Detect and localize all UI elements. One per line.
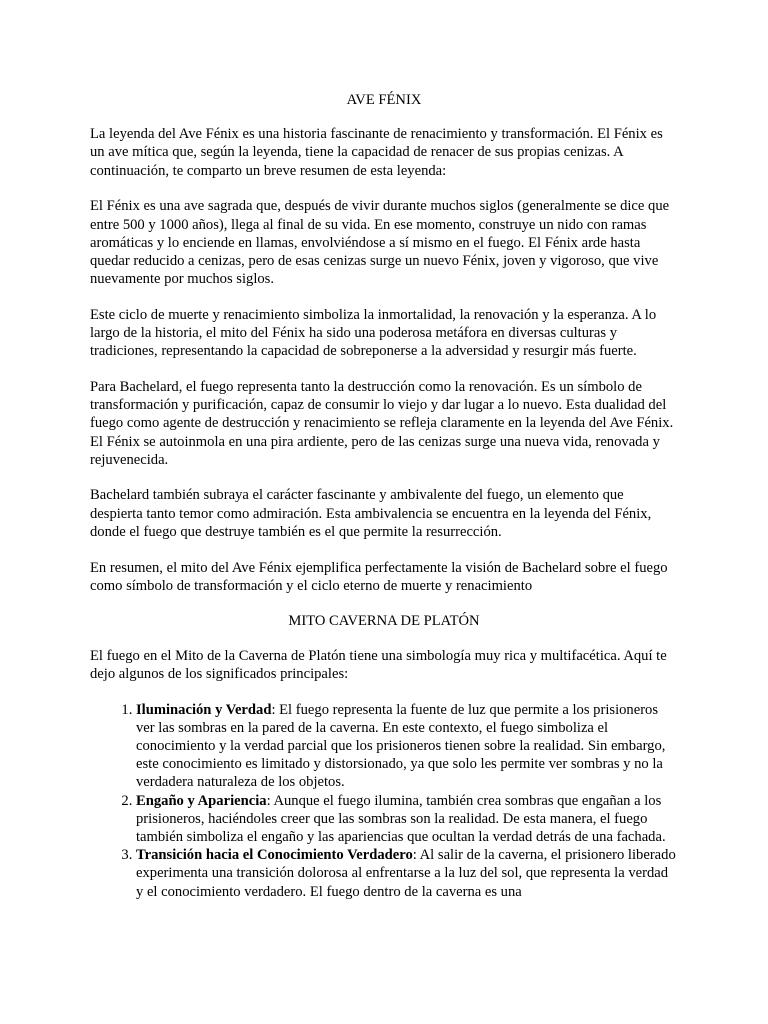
section-title-caverna-platon: MITO CAVERNA DE PLATÓN [288, 613, 480, 630]
paragraph: La leyenda del Ave Fénix es una historia fascinante de renacimiento y transformación. El Fénix es un ave mítica que, según la leyenda, tiene la capacidad de renacer de sus propias cenizas. A continuación, te comparto un breve resumen de esta leyenda: [90, 126, 663, 179]
list-item-text: : Aunque el fuego ilumina, también crea sombras que engañan a los prisioneros, haciéndoles creer que las sombras son la realidad. De esta manera, el fuego también simboliza el engaño y las apariencias que ocultan la verdad detrás de una fachada. [136, 792, 666, 845]
paragraph: En resumen, el mito del Ave Fénix ejemplifica perfectamente la visión de Bachelard sobre el fuego como símbolo de transformación y el ciclo eterno de muerte y renacimiento [90, 559, 668, 594]
paragraph: El Fénix es una ave sagrada que, después de vivir durante muchos siglos (generalmente se dice que entre 500 y 1000 años), llega al final de su vida. En ese momento, construye un nido con ramas aromáticas y lo enciende en llamas, envolviéndose a sí mismo en el fuego. El Fénix arde hasta quedar reducido a cenizas, pero de esas cenizas surge un nuevo Fénix, joven y vigoroso, que vive nuevamente por muchos siglos. [90, 198, 670, 288]
paragraph: Este ciclo de muerte y renacimiento simboliza la inmortalidad, la renovación y la esperanza. A lo largo de la historia, el mito del Fénix ha sido una poderosa metáfora en diversas culturas y tradiciones, representando la capacidad de sobreponerse a la adversidad y resurgir más fuerte. [90, 306, 657, 360]
list-item-text: : Al salir de la caverna, el prisionero liberado experimenta una transición dolorosa al enfrentarse a la luz del sol, que representa la verdad y el conocimiento verdadero. El fuego dentro de la caverna es una [136, 847, 676, 900]
paragraph: Bachelard también subraya el carácter fascinante y ambivalente del fuego, un elemento que despierta tanto temor como admiración. Esta ambivalencia se encuentra en la leyenda del Fénix, donde el fuego que destruye también es el que permite la resurrección. [90, 487, 652, 540]
list-item [136, 701, 678, 792]
list-item [136, 792, 678, 847]
list-item-term: Iluminación y Verdad [136, 701, 272, 718]
paragraph: Para Bachelard, el fuego representa tanto la destrucción como la renovación. Es un símbolo de transformación y purificación, capaz de consumir lo viejo y dar lugar a lo nuevo. Esta dualidad del fuego como agente de destrucción y renacimiento se refleja claramente en la leyenda del Ave Fénix. El Fénix se autoinmola en una pira ardiente, pero de las cenizas surge una nueva vida, renovada y rejuvenecida. [90, 378, 674, 468]
numbered-list [90, 701, 678, 901]
paragraph-intro: El fuego en el Mito de la Caverna de Platón tiene una simbología muy rica y multifacética. Aquí te dejo algunos de los significados principales: [90, 647, 667, 682]
list-item-term: Engaño y Apariencia [136, 792, 267, 809]
section-title-ave-fenix: AVE FÉNIX [346, 92, 422, 108]
list-item-term: Transición hacia el Conocimiento Verdadero [136, 847, 413, 864]
list-item-text: : El fuego representa la fuente de luz que permite a los prisioneros ver las sombras en la pared de la caverna. En este contexto, el fuego simboliza el conocimiento y la verdad parcial que los prisioneros tienen sobre la realidad. Sin embargo, este conocimiento es limitado y distorsionado, ya que solo les permite ver sombras y no la verdadera naturaleza de los objetos. [136, 701, 666, 791]
list-item [136, 846, 678, 901]
